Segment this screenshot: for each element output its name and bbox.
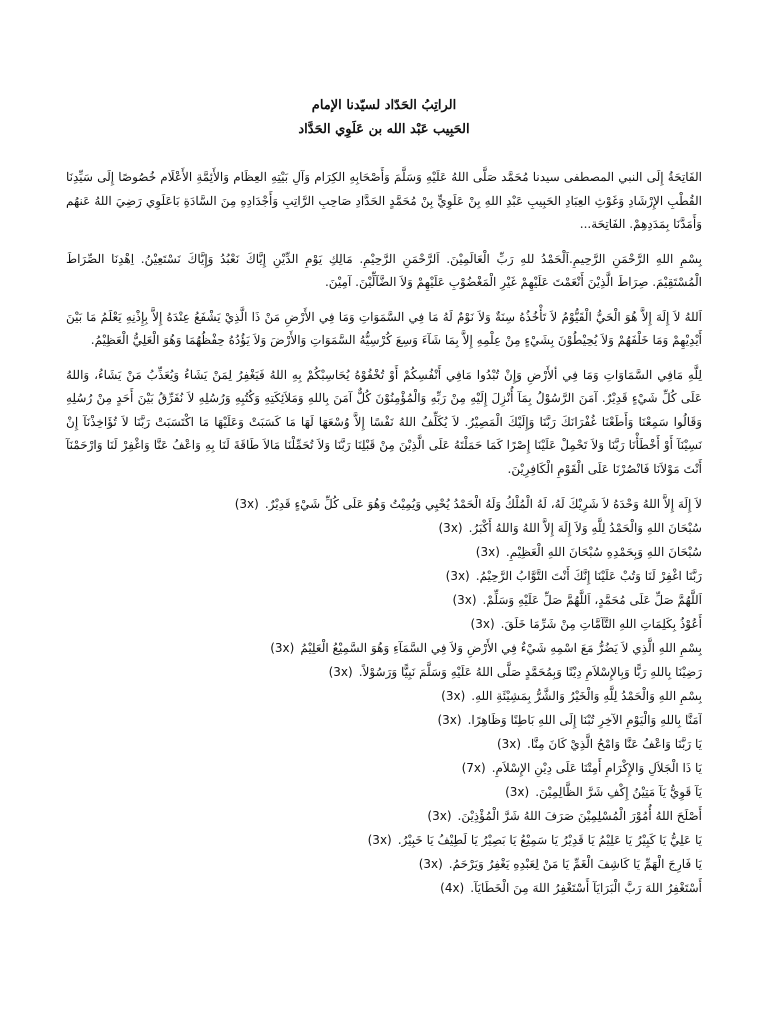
repetition-count: (3x) [496, 737, 522, 751]
repetition-count: (3x) [234, 497, 259, 511]
litany-text: لاَ إِلَهَ إِلاَّ اللهُ وَحْدَهُ لاَ شَرِيْكَ لَهُ، لَهُ الْمُلْكُ وَلَهُ الْحَمْدُ يُحْيِي وَيُمِيْتُ وَهُوَ عَلَى كُلِّ شَيْءٍ قَدِيْرٌ. [264, 497, 702, 511]
litany-line [66, 852, 702, 876]
litany-line [66, 516, 702, 540]
litany-text: بِسْمِ اللهِ وَالْحَمْدُ لِلَّهِ وَالْخَيْرُ وَالشَّرُّ بِمَشِيْئَةِ اللهِ. [471, 689, 702, 703]
litany-line [66, 564, 702, 588]
repetition-count: (4x) [440, 881, 465, 895]
litany-text: أَعُوْذُ بِكَلِمَاتِ اللهِ التَّآمَّاتِ مِنْ شَرِّمَا خَلَقَ. [500, 617, 702, 631]
repetition-count: (3x) [418, 857, 443, 871]
litany-text: آمَنَّا بِاللهِ وَالْيَوْمِ الآخِرِ تُبْنَا إِلَى اللهِ بَاطِنًا وَظَاهِرًا. [467, 713, 702, 727]
litany-line [66, 588, 702, 612]
title-line-1: الراتِبُ الحَدّاد لسيّدنا الإمام [311, 98, 457, 113]
paragraph-al-baqarah-end: لِلَّهِ مَافِي السَّمَاوَاتِ وَمَا فِي ألأَرْضِ وَإِنْ تُبْدُوا مَافِي أَنْفُسِكُمْ أَوْ تُخْفُوْهُ يُحَاسِبْكُمْ بِهِ اللهُ فَيَغْفِرُ لِمَنْ يَشَاءُ وَيُعَذِّبُ مَنْ يَشَاءُ، وَاللهُ عَلَى كُلِّ شَيْءٍ قَدِيْرٌ. آمَنَ الرَّسُوْلُ بِمَآ أُنْزِلَ إِلَيْهِ مِنْ رَبِّهِ وَالْمُؤْمِنُوْنَ كُلٌّ آمَنَ بِاللهِ وَمَلاَئِكَتِهِ وَكُتُبِهِ وَرُسُلِهِ لاَ نُفَرِّقُ بَيْنَ أَحَدٍ مِنْ رُسُلِهِ وَقَالُوا سَمِعْنَا وَأَطَعْنَا غُفْرَانَكَ رَبَّنَا وَإِلَيْكَ الْمَصِيْرُ. لاَ يُكَلِّفُ اللهُ نَفْسًا إِلاَّ وُسْعَهَا لَهَا مَا كَسَبَتْ وَعَلَيْهَا مَا اكْتَسَبَتْ رَبَّنَا لاَ تُؤَاخِذْنَآ إِنْ نَسِيْنَآ أَوْ أَخْطَأْنَا رَبَّنَا وَلاَ تَحْمِلْ عَلَيْنَا إِصْرًا كَمَا حَمَلْتَهُ عَلَى الَّذِيْنَ مِنْ قَبْلِنَا رَبَّنَا وَلاَ تُحَمِّلْنَا مَالاَ طَاقَةَ لَنَا بِهِ وَاعْفُ عَنَّا وَاغْفِرْ لَنَا وَارْحَمْنَآ أَنْتَ مَوْلاَنَا فَانْصُرْنَا عَلَى الْقَوْمِ الْكَافِرِيْنَ. [66, 367, 702, 476]
litany-line [66, 876, 702, 900]
repetition-count: (3x) [437, 713, 462, 727]
litany-list [66, 492, 702, 900]
paragraph-fatiha-dedication: الفَاتِحَةُ إِلَى النبي المصطفى سيدنا مُحَمَّد صَلَّى اللهُ عَلَيْهِ وَسَلَّمَ وَأَصْحَابِهِ الكِرَام وَآلِ بَيْتِهِ العِظَام وَالأَئِمَّةِ الأَعْلَام خُصُوصًا إِلَى سَيِّدِنَا القُطْبِ الإِرْشَادِ وَغَوْثِ العِبَادِ الحَبِيبِ عَبْدِ اللهِ بِنْ عَلَوِيٍّ بِنْ مُحَمَّدٍ الحَدَّادِ صَاحِبِ الرَّاتِبِ وَأَجْدَادِهِ مِنَ السَّادَةِ بَاعَلَوِي رَضِيَ اللهُ عَنهُم وَأَمَدَّنَا بِمَدَدِهِمْ. الفَاتِحَة... [66, 170, 702, 231]
repetition-count: (3x) [475, 545, 500, 559]
litany-text: رَضِيْنَا بِاللهِ رَبًّا وَبِالإِسْلاَمِ دِيْنًا وَبِمُحَمَّدٍ صَلَّى اللهُ عَلَيْهِ وَسَلَّمَ نَبِيًّا وَرَسُوْلاً. [358, 665, 702, 679]
repetition-count: (3x) [270, 641, 295, 655]
litany-text: بِسْمِ اللهِ الَّذِي لاَ يَضُرُّ مَعَ اسْمِهِ شَيْءٌ فِي الأَرْضِ وَلاَ فِي السَّمَآءِ وَهُوَ السَّمِيْعُ الْعَلِيْمُ [300, 641, 702, 655]
litany-text: أَصْلَحَ اللهُ أُمُوْرَ الْمُسْلِمِيْنَ صَرَفَ اللهُ شَرَّ الْمُؤْذِيْنَ. [457, 809, 702, 823]
repetition-count: (3x) [445, 569, 470, 583]
litany-line [66, 732, 702, 756]
litany-line [66, 636, 702, 660]
litany-line [66, 540, 702, 564]
litany-line [66, 660, 702, 684]
litany-text: يَآ قَوِيُّ يَآ مَتِيْنُ إِكْفِ شَرَّ الظَّالِمِيْنَ. [535, 785, 702, 799]
repetition-count: (3x) [505, 785, 530, 799]
repetition-count: (3x) [441, 689, 466, 703]
repetition-count: (3x) [438, 521, 463, 535]
litany-text: اَللَّهُمَّ صَلِّ عَلَى مُحَمَّدٍ، اَللَّهُمَّ صَلِّ عَلَيْهِ وَسَلِّمْ. [482, 593, 702, 607]
litany-text: يَا ذَا الْجَلاَلِ وَالإِكْرَامِ أَمِتْنَا عَلَى دِيْنِ الإِسْلاَمِ. [491, 761, 702, 775]
repetition-count: (3x) [427, 809, 452, 823]
paragraph-ayat-al-kursi: اَللهُ لاَ إِلَهَ إِلاَّ هُوَ الْحَيُّ الْقَيُّوْمُ لاَ تَأْخُذُهُ سِنَةٌ وَلاَ نَوْمٌ لَهُ مَا فِي السَّمَوَاتِ وَمَا فِي الأَرْضِ مَنْ ذَا الَّذِيْ يَشْفَعُ عِنْدَهُ إِلاَّ بِإِذْنِهِ يَعْلَمُ مَا بَيْنَ أَيْدِيْهِمْ وَمَا خَلْفَهُمْ وَلاَ يُحِيْطُوْنَ بِشَيْءٍ مِنْ عِلْمِهِ إِلاَّ بِمَا شَآءَ وَسِعَ كُرْسِيُّهُ السَّمَوَاتِ وَالأَرْضَ وَلاَ يَؤُدُهُ حِفْظُهُمَا وَهُوَ الْعَلِيُّ الْعَظِيْمُ. [66, 309, 702, 347]
litany-text: سُبْحَانَ اللهِ وَالْحَمْدُ لِلَّهِ وَلاَ إِلَهَ إِلاَّ اللهُ وَاللهُ أَكْبَرُ. [468, 521, 702, 535]
litany-text: يَا فَارِجَ الْهَمِّ يَا كَاشِفَ الْغَمِّ يَا مَنْ لِعَبْدِهِ يَغْفِرُ وَيَرْحَمُ. [448, 857, 702, 871]
litany-line [66, 780, 702, 804]
litany-line [66, 612, 702, 636]
title-line-2: الحَبِيب عَبْد الله بن عَلَوِي الحَدَّاد [298, 122, 470, 137]
litany-text: يَا عَلِيُّ يَا كَبِيْرُ يَا عَلِيْمُ يَا قَدِيْرُ يَا سَمِيْعُ يَا بَصِيْرُ يَا لَطِيْفُ يَا خَبِيْرُ. [397, 833, 702, 847]
paragraph-al-fatiha: بِسْمِ اللهِ الرَّحْمَنِ الرَّحِيمِ.اَلْحَمْدُ للهِ رَبِّ الْعَالَمِيْنَ. اَلرَّحْمَنِ الرَّحِيْمِ. مَالِكِ يَوْمِ الدِّيْنِ إِيَّاكَ نَعْبُدُ وَإِيَّاكَ نَسْتَعِيْنُ. اِهْدِنَا الصِّرَاطَ الْمُسْتَقِيْمَ. صِرَاطَ الَّذِيْنَ أَنْعَمْتَ عَلَيْهِمْ غَيْرِ الْمَغْضُوْبِ عَلَيْهِمْ وَلاَ الضَّآلِّيْنَ. آمِيْنَ. [66, 251, 702, 289]
litany-text: رَبَّنَا اغْفِرْ لَنَا وَتُبْ عَلَيْنَا إِنَّكَ أَنْتَ التَّوَّابُ الرَّحِيْمُ. [475, 569, 702, 583]
litany-line [66, 684, 702, 708]
litany-line [66, 804, 702, 828]
repetition-count: (3x) [452, 593, 477, 607]
litany-text: سُبْحَانَ اللهِ وَبِحَمْدِهِ سُبْحَانَ اللهِ الْعَظِيْمِ. [505, 545, 702, 559]
litany-line [66, 828, 702, 852]
litany-line [66, 756, 702, 780]
litany-text: يَا رَبَّنَا وَاعْفُ عَنَّا وَامْحُ الَّذِيْ كَانَ مِنَّا. [527, 737, 702, 751]
repetition-count: (3x) [367, 833, 392, 847]
litany-line [66, 708, 702, 732]
repetition-count: (3x) [328, 665, 353, 679]
litany-line [66, 492, 702, 516]
litany-text: أَسْتَغْفِرُ اللهَ رَبَّ الْبَرَايَآ أَسْتَغْفِرُ اللهَ مِنَ الْخَطَايَآ. [470, 881, 702, 895]
repetition-count: (3x) [470, 617, 495, 631]
title-block [66, 94, 702, 142]
repetition-count: (7x) [461, 761, 486, 775]
